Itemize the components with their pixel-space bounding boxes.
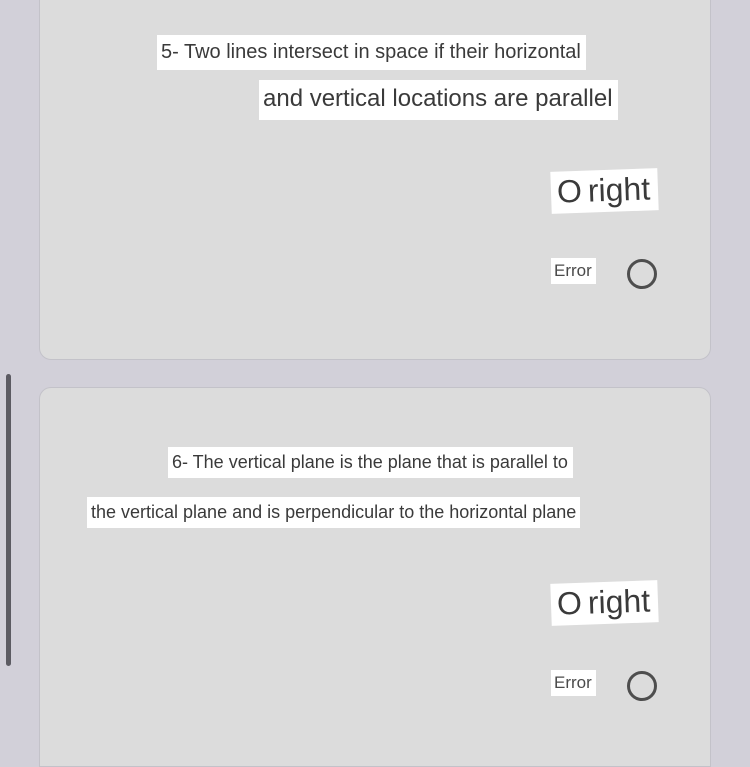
radio-o-icon: O	[556, 172, 583, 210]
option-error-label: Error	[551, 258, 596, 284]
option-right-label: right	[587, 170, 651, 209]
radio-o-icon: O	[556, 584, 583, 622]
question-text-line2: the vertical plane and is perpendicular to the horizontal plane	[87, 497, 580, 528]
question-card-5	[39, 0, 711, 360]
option-error-label: Error	[551, 670, 596, 696]
question-text-line1: 6- The vertical plane is the plane that is parallel to	[168, 447, 573, 478]
question-text-line1: 5- Two lines intersect in space if their horizontal	[157, 35, 586, 70]
option-right[interactable]	[550, 168, 659, 214]
question-text-line2: and vertical locations are parallel	[259, 80, 618, 120]
option-right-label: right	[587, 582, 651, 621]
scroll-indicator[interactable]	[6, 374, 11, 666]
error-radio-button[interactable]	[627, 671, 657, 701]
error-radio-button[interactable]	[627, 259, 657, 289]
question-card-6	[39, 387, 711, 767]
option-right[interactable]	[550, 580, 659, 626]
